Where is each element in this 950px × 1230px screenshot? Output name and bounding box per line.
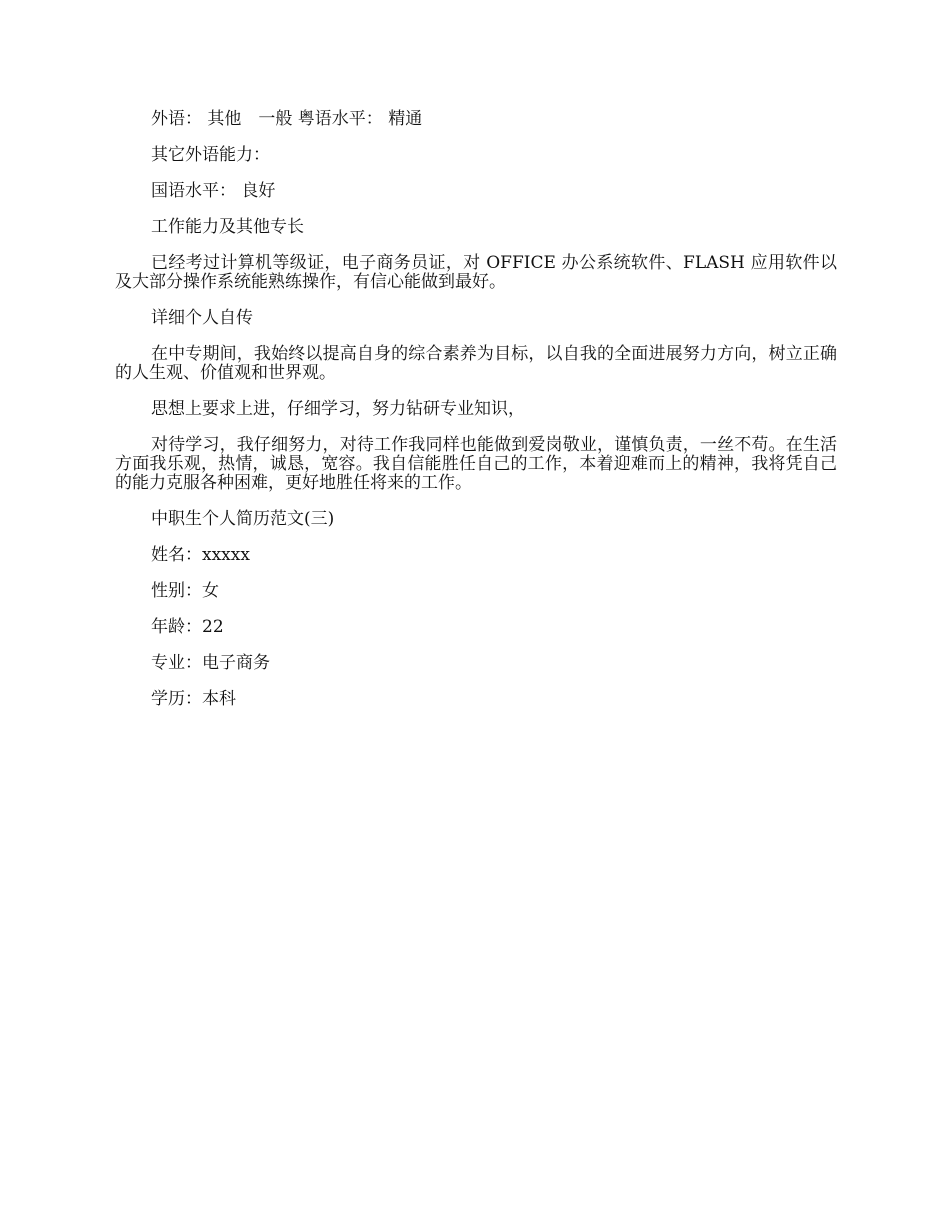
paragraph-other-language-ability: 其它外语能力：	[151, 145, 270, 165]
paragraph-autobiography-2: 思想上要求上进，仔细学习，努力钻研专业知识，	[151, 399, 525, 419]
paragraph-foreign-language: 外语： 其他 一般 粤语水平： 精通	[151, 109, 423, 129]
field-education: 学历：本科	[151, 689, 236, 709]
paragraph-skills: 已经考过计算机等级证，电子商务员证，对 OFFICE 办公系统软件、FLASH 应用软件以及大部分操作系统能熟练操作，有信心能做到最好。	[115, 253, 837, 292]
field-age: 年龄：22	[151, 617, 224, 637]
field-name: 姓名：xxxxx	[151, 545, 250, 565]
paragraph-autobiography-1: 在中专期间，我始终以提高自身的综合素养为目标，以自我的全面进展努力方向，树立正确的人生观、价值观和世界观。	[115, 344, 837, 383]
paragraph-mandarin-level: 国语水平： 良好	[151, 181, 276, 201]
section-heading-autobiography: 详细个人自传	[151, 308, 253, 328]
field-major: 专业：电子商务	[151, 653, 270, 673]
section-heading-resume-sample: 中职生个人简历范文(三)	[151, 509, 335, 529]
field-gender: 性别：女	[151, 581, 219, 601]
paragraph-autobiography-3: 对待学习，我仔细努力，对待工作我同样也能做到爱岗敬业，谨慎负责，一丝不苟。在生活方面我乐观，热情，诚恳，宽容。我自信能胜任自己的工作，本着迎难而上的精神，我将凭自己的能力克服各种困难，更好地胜任将来的工作。	[115, 435, 837, 493]
section-heading-skills: 工作能力及其他专长	[151, 217, 304, 237]
document-body	[115, 110, 837, 726]
